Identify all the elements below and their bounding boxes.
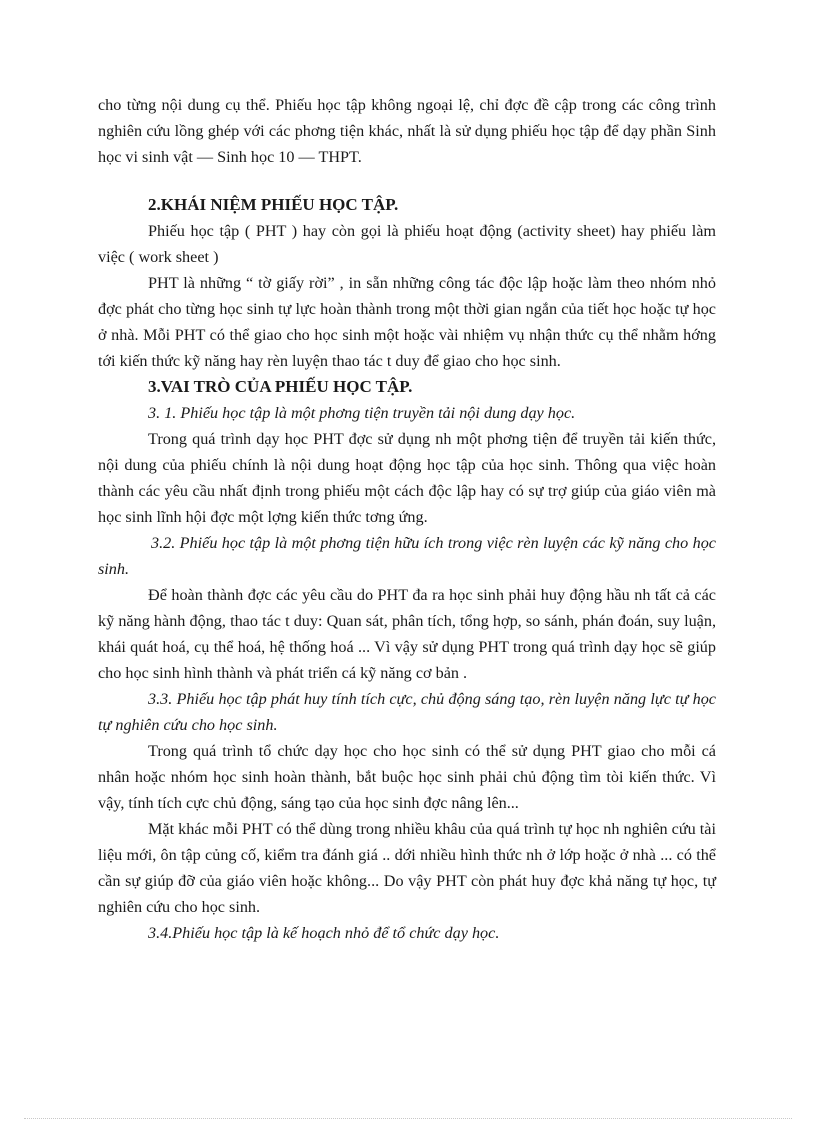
paragraph-3-2: Để hoàn thành đợc các yêu cầu do PHT đa ra học sinh phải huy động hầu nh tất cả các kỹ năng hành động, thao tác t duy: Quan sát, phân tích, tổng hợp, so sánh, phán đoán, suy luận, khái quát hoá, cụ thể hoá, hệ thống hoá ... Vì vậy sử dụng PHT trong quá trình dạy học sẽ giúp cho học sinh hình thành và phát triển cá kỹ năng cơ bản . (98, 586, 716, 682)
paragraph-3-1: Trong quá trình dạy học PHT đợc sử dụng nh một phơng tiện để truyền tải kiến thức, nội dung của phiếu chính là nội dung hoạt động học tập của học sinh. Thông qua việc hoàn thành các yêu cầu nhất định trong phiếu một cách độc lập hay có sự trợ giúp của giáo viên mà học sinh lĩnh hội đợc một lợng kiến thức tơng ứng. (98, 430, 716, 526)
paragraph-pht-description: PHT là những “ tờ giấy rời” , in sẵn những công tác độc lập hoặc làm theo nhóm nhỏ đợc phát cho từng học sinh tự lực hoàn thành trong một thời gian ngắn của tiết học hoặc tự học ở nhà. Mỗi PHT có thể giao cho học sinh một hoặc vài nhiệm vụ nhận thức cụ thể nhằm hớng tới kiến thức kỹ năng hay rèn luyện thao tác t duy để giao cho học sinh. (98, 274, 716, 370)
paragraph-3-3b: Mặt khác mỗi PHT có thể dùng trong nhiều khâu của quá trình tự học nh nghiên cứu tài liệu mới, ôn tập củng cố, kiểm tra đánh giá .. dới nhiều hình thức nh ở lớp hoặc ở nhà ... có thể cần sự giúp đỡ của giáo viên hoặc không... Do vậy PHT còn phát huy đợc khả năng tự học, tự nghiên cứu cho học sinh. (98, 820, 716, 916)
paragraph-3-3a: Trong quá trình tổ chức dạy học cho học sinh có thể sử dụng PHT giao cho mỗi cá nhân hoặc nhóm học sinh hoàn thành, bắt buộc học sinh phải chủ động tìm tòi kiến thức. Vì vậy, tính tích cực chủ động, sáng tạo của học sinh đợc nâng lên... (98, 742, 716, 812)
subheading-3-4: 3.4.Phiếu học tập là kế hoạch nhỏ để tổ chức dạy học. (148, 924, 500, 942)
subheading-3-1: 3. 1. Phiếu học tập là một phơng tiện truyền tải nội dung dạy học. (148, 404, 576, 422)
paragraph-intro: cho từng nội dung cụ thể. Phiếu học tập không ngoại lệ, chỉ đợc đề cập trong các công trình nghiên cứu lồng ghép với các phơng tiện khác, nhất là sử dụng phiếu học tập để dạy phần Sinh học vi sinh vật — Sinh học 10 — THPT. (98, 96, 716, 166)
heading-section-2: 2.KHÁI NIỆM PHIẾU HỌC TẬP. (148, 195, 399, 214)
paragraph-definition: Phiếu học tập ( PHT ) hay còn gọi là phiếu hoạt động (activity sheet) hay phiếu làm việc ( work sheet ) (98, 222, 716, 266)
subheading-3-3: 3.3. Phiếu học tập phát huy tính tích cực, chủ động sáng tạo, rèn luyện năng lực tự học tự nghiên cứu cho học sinh. (98, 690, 716, 734)
footer-divider (24, 1118, 792, 1119)
document-page (98, 92, 716, 946)
heading-section-3: 3.VAI TRÒ CỦA PHIẾU HỌC TẬP. (148, 377, 413, 396)
subheading-3-2: 3.2. Phiếu học tập là một phơng tiện hữu ích trong việc rèn luyện các kỹ năng cho học sinh. (98, 534, 716, 578)
